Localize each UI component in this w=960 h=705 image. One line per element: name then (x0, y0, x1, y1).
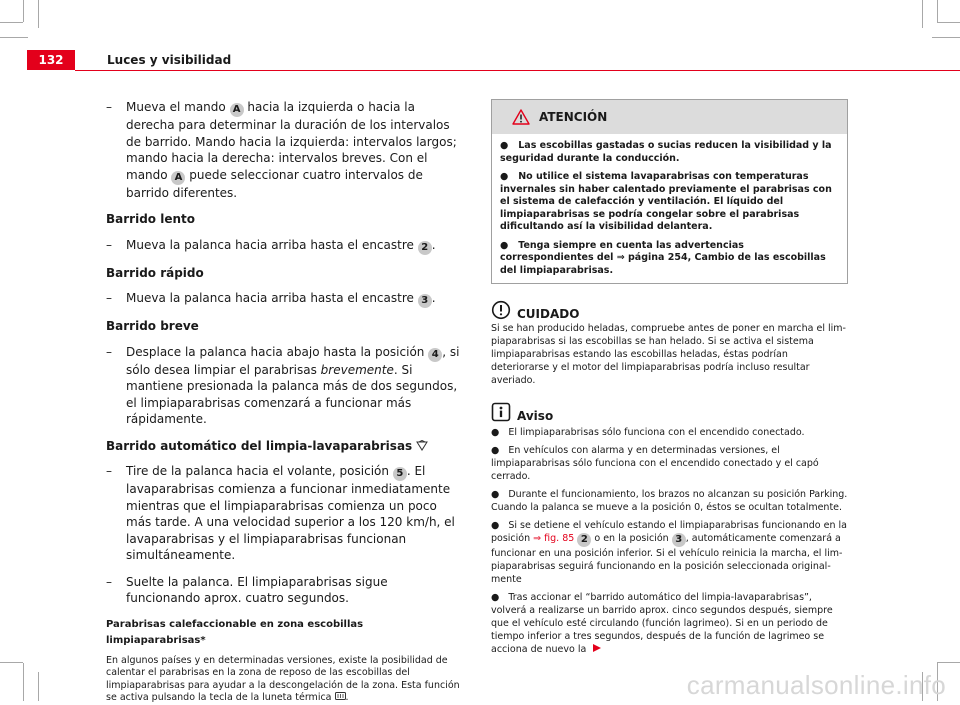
warning-title: ATENCIÓN (539, 110, 608, 124)
text: Tire de la palanca hacia el volante, posición (126, 464, 389, 478)
slow-item (106, 237, 463, 255)
dash: – (106, 574, 112, 589)
bullet: ● (491, 520, 500, 531)
auto-item-1 (106, 463, 463, 564)
crop-mark (0, 22, 23, 23)
watermark: carmanualsonline.info (686, 670, 946, 700)
page-number: 132 (27, 50, 75, 70)
bullet: ● (491, 489, 500, 500)
text: . El lavaparabrisas comienza a funcionar inmediatamente mientras que el limpiaparabrisas comienza un poco más tarde. A una velocidad superior a los 120 km/h, el lavaparabrisas y el limpiaparabrisas funcionan simultáneamente. (126, 464, 455, 562)
ref-badge: 3 (418, 294, 432, 308)
dash: – (106, 344, 112, 359)
text: Las escobillas gastadas o sucias reducen la visibilidad y la seguridad durante la conducción. (500, 140, 832, 164)
text: Mueva la palanca hacia arriba hasta el encastre (126, 237, 414, 252)
heading-slow: Barrido lento (106, 212, 195, 226)
bullet: ● (500, 140, 509, 151)
caution-title: CUIDADO (517, 307, 580, 321)
left-column (106, 99, 463, 705)
section-title: Luces y visibilidad (107, 53, 232, 67)
text: Barrido automático del limpia-lavaparabrisas (106, 438, 413, 453)
note-item (491, 426, 848, 439)
crop-mark (0, 37, 28, 38)
right-column (491, 99, 848, 656)
text: Desplace la palanca hacia abajo hasta la posición (126, 344, 425, 359)
note-item (491, 519, 848, 586)
bullet: ● (500, 239, 509, 251)
crop-mark (0, 662, 23, 663)
bullet: ● (491, 427, 500, 438)
text: , si sólo desea limpiar el parabrisas (126, 344, 460, 377)
bullet: ● (491, 592, 500, 603)
figure-link[interactable]: ⇒ fig. 85 (533, 533, 575, 544)
fast-item (106, 290, 463, 308)
text: No utilice el sistema lavaparabrisas con temperaturas invernales sin haber calentado previamente el parabrisas con el sistema de calefacción y ventilación. El líquido del limpiaparabrisas se podría congelar sobre el parabrisas dificultando así la visibilidad delantera. (500, 171, 832, 232)
text: . Si mantiene presionada la palanca más de dos segundos, el limpiaparabrisas comenzará a funcionar más rápidamente. (126, 362, 458, 426)
ref-badge: 2 (418, 241, 432, 255)
bullet: ● (491, 445, 500, 456)
warning-header (492, 100, 847, 134)
crop-mark (937, 0, 938, 22)
crop-mark (937, 22, 960, 23)
info-icon (491, 402, 511, 422)
note-item (491, 488, 848, 514)
text: Suelte la palanca. El limpiaparabrisas sigue funcionando aprox. cuatro segundos. (126, 574, 388, 605)
crop-mark (38, 0, 39, 28)
continue-arrow-icon (592, 643, 602, 653)
text: o en la posición (594, 533, 669, 544)
caution-section (491, 298, 848, 387)
text: . (431, 291, 436, 305)
text: puede seleccionar cuatro intervalos de barrido diferentes. (126, 167, 423, 200)
ref-badge: 5 (393, 467, 407, 481)
text: En vehículos con alarma y en determinadas versiones, el limpiaparabrisas sólo funciona con el encendido conectado y el capó cerrado. (491, 445, 819, 482)
heated-text (106, 655, 463, 705)
header-rule (75, 70, 960, 71)
warning-item (500, 171, 840, 234)
heading-heated: Parabrisas calefaccionable en zona escobillas limpiaparabrisas* (106, 618, 364, 646)
warning-icon (512, 109, 530, 125)
text: Si se detiene el vehículo estando el limpiaparabrisas funcionando en la posición (491, 520, 847, 544)
text: hacia la izquierda o hacia la derecha para determinar la duración de los intervalos de barrido. Mando hacia la izquierda: intervalos largos; mando hacia la derecha: intervalos breves. Con el mando (126, 100, 457, 182)
text: Mueva el mando (126, 100, 226, 114)
text: , automáticamente comenzará a funcionar en una posición inferior. Si el vehículo reinicia la marcha, el limpiaparabrisas seguirá funcionando en la posición seleccionada originalmente (491, 533, 843, 585)
ref-badge: 3 (672, 533, 686, 547)
warning-box (491, 99, 848, 284)
text: Tenga siempre en cuenta las advertencias correspondientes del ⇒ página 254, Cambio de las escobillas del limpiaparabrisas. (500, 239, 826, 276)
note-title: Aviso (517, 409, 554, 423)
caution-header (491, 298, 848, 321)
crop-mark (38, 672, 39, 701)
intro-item (106, 99, 463, 201)
auto-item-2 (106, 574, 463, 607)
ref-badge: A (171, 171, 185, 185)
heading-auto (106, 438, 463, 455)
note-item (491, 444, 848, 483)
text: Tras accionar el “barrido automático del limpia-lavaparabrisas”, volverá a realizarse un barrido aprox. cinco segundos después, siempre que el vehículo esté circulando (función lagrimeo). Si en un periodo de tiempo inferior a tres segundos, después de la función de lagrimeo se acciona de nuevo la (491, 592, 833, 655)
brief-item (106, 344, 463, 428)
warning-item (500, 140, 840, 165)
text: En algunos países y en determinadas versiones, existe la posibilidad de calentar el parabrisas en la zona de reposo de las escobillas del limpiaparabrisas para ayudar a la descongelación de la zona. Esta función se activa pulsando la tecla de la luneta térmica (106, 654, 460, 703)
dash: – (106, 237, 112, 252)
warning-item (500, 240, 840, 278)
text: . (345, 692, 349, 703)
text: El limpiaparabrisas sólo funciona con el encendido conectado. (508, 427, 805, 438)
crop-mark (937, 662, 960, 663)
text: . (431, 237, 436, 252)
dash: – (106, 291, 112, 305)
dash: – (106, 464, 112, 478)
text: Mueva la palanca hacia arriba hasta el encastre (126, 291, 414, 305)
model-variant-icon (416, 440, 428, 451)
heading-brief: Barrido breve (106, 319, 199, 333)
rear-window-heater-icon (335, 692, 346, 701)
note-section (491, 401, 848, 656)
warning-body (492, 134, 847, 283)
crop-mark (23, 0, 24, 22)
note-item (491, 591, 848, 656)
note-body (491, 426, 848, 656)
bullet: ● (500, 171, 509, 182)
crop-mark (922, 0, 923, 28)
heading-fast: Barrido rápido (106, 265, 204, 280)
dash: – (106, 100, 112, 114)
crop-mark (932, 37, 960, 38)
text: brevemente (320, 362, 394, 377)
ref-badge: 2 (577, 533, 591, 547)
crop-mark (23, 663, 24, 701)
caution-icon (491, 300, 511, 320)
caution-text: Si se han producido heladas, compruebe antes de poner en marcha el limpiaparabrisas si las escobillas se han helado. Si se activa el sistema limpiaparabrisas estando las escobillas heladas, éstas podrían deteriorarse y el motor del limpiaparabrisas podría incluso resultar averiado. (491, 323, 846, 386)
ref-badge: 4 (428, 348, 442, 362)
note-header (491, 401, 848, 423)
text: Durante el funcionamiento, los brazos no alcanzan su posición Parking. Cuando la palanca se mueve a la posición 0, éstos se ocultan totalmente. (491, 489, 848, 513)
ref-badge: A (230, 103, 244, 117)
